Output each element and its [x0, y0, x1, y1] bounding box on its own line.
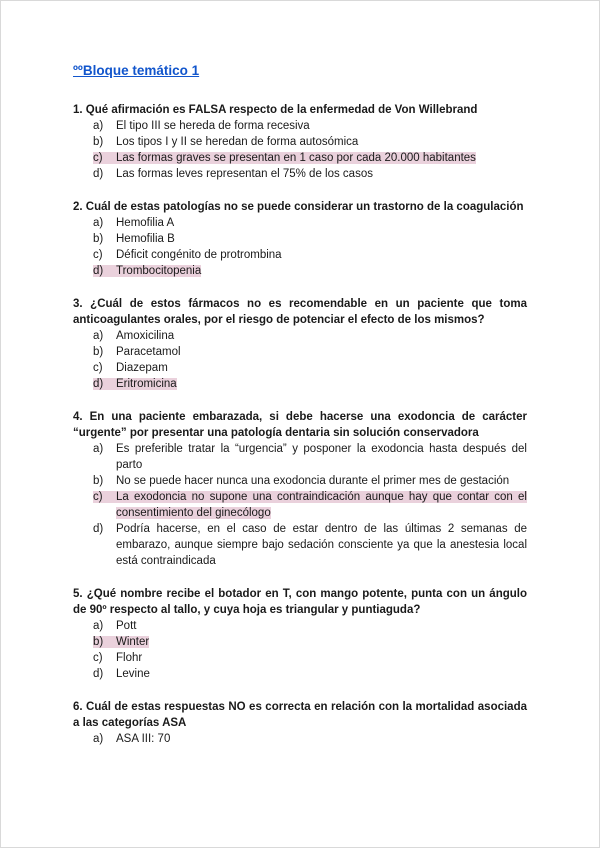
answer-option	[73, 360, 527, 376]
answer-option	[73, 473, 527, 489]
option-label: c)	[93, 152, 103, 164]
answer-option	[73, 618, 527, 634]
question-block	[73, 296, 527, 392]
answer-option-text: b) Los tipos I y II se heredan de forma autosómica	[93, 136, 359, 148]
question-text: 2. Cuál de estas patologías no se puede considerar un trastorno de la coagulación	[73, 201, 524, 213]
answer-option	[73, 650, 527, 666]
option-label: b)	[93, 475, 104, 487]
answer-option	[73, 118, 527, 134]
answer-option-text: c) Diazepam	[93, 362, 168, 374]
option-label: b)	[93, 233, 104, 245]
answer-option-text: a) ASA III: 70	[93, 733, 171, 745]
answer-option-text: c) Déficit congénito de protrombina	[93, 249, 282, 261]
question-block	[73, 199, 527, 279]
answer-option-text: a) Amoxicilina	[93, 330, 175, 342]
answer-option-highlighted-text: d) Eritromicina	[93, 378, 177, 390]
answer-option-text: a) Es preferible tratar la “urgencia” y posponer la exodoncia hasta después del parto	[93, 443, 527, 471]
option-label: b)	[93, 136, 104, 148]
answer-option-text: b) Hemofilia B	[93, 233, 175, 245]
question-block	[73, 102, 527, 182]
question-block	[73, 409, 527, 569]
answer-option	[73, 344, 527, 360]
answer-option-highlighted-text: d) Trombocitopenia	[93, 265, 202, 277]
answer-option	[73, 634, 527, 650]
question-block	[73, 699, 527, 747]
answer-option-text: d) Podría hacerse, en el caso de estar dentro de las últimas 2 semanas de embarazo, aunque siempre bajo sedación consciente ya que la anestesia local está contraindicada	[93, 523, 527, 567]
answer-option	[73, 521, 527, 569]
answer-option-text: a) El tipo III se hereda de forma recesiva	[93, 120, 310, 132]
option-label: a)	[93, 120, 104, 132]
answer-option-text: b) No se puede hacer nunca una exodoncia durante el primer mes de gestación	[93, 475, 510, 487]
question-text: 4. En una paciente embarazada, si debe hacerse una exodoncia de carácter “urgente” por presentar una patología dentaria sin solución conservadora	[73, 411, 527, 439]
answer-option	[73, 731, 527, 747]
answer-option-highlighted-text: c) La exodoncia no supone una contraindicación aunque hay que contar con el consentimiento del ginecólogo	[93, 491, 527, 519]
answer-option	[73, 247, 527, 263]
option-label: d)	[93, 168, 104, 180]
option-label: a)	[93, 217, 104, 229]
option-label: c)	[93, 652, 103, 664]
answer-option-text: a) Pott	[93, 620, 137, 632]
answer-option	[73, 376, 527, 392]
answer-option-text: a) Hemofilia A	[93, 217, 175, 229]
option-label: d)	[93, 523, 104, 535]
option-label: b)	[93, 346, 104, 358]
answer-option-text: d) Las formas leves representan el 75% de los casos	[93, 168, 373, 180]
option-label: b)	[93, 636, 104, 648]
answer-option-text: c) Flohr	[93, 652, 143, 664]
answer-option	[73, 134, 527, 150]
answer-option-highlighted-text: b) Winter	[93, 636, 150, 648]
answer-option	[73, 263, 527, 279]
answer-option	[73, 166, 527, 182]
answer-option	[73, 666, 527, 682]
page-title: ººBloque temático 1	[73, 63, 200, 78]
answer-option	[73, 489, 527, 521]
question-text: 3. ¿Cuál de estos fármacos no es recomendable en un paciente que toma anticoagulantes orales, por el riesgo de potenciar el efecto de los mismos?	[73, 298, 527, 326]
question-text: 5. ¿Qué nombre recibe el botador en T, con mango potente, punta con un ángulo de 90º respecto al tallo, y cuya hoja es triangular y puntiaguda?	[73, 588, 527, 616]
option-label: a)	[93, 330, 104, 342]
option-label: a)	[93, 733, 104, 745]
question-text: 6. Cuál de estas respuestas NO es correcta en relación con la mortalidad asociada a las categorías ASA	[73, 701, 527, 729]
question-block	[73, 586, 527, 682]
answer-option-highlighted-text: c) Las formas graves se presentan en 1 caso por cada 20.000 habitantes	[93, 152, 476, 164]
option-label: d)	[93, 378, 104, 390]
option-label: c)	[93, 362, 103, 374]
question-text: 1. Qué afirmación es FALSA respecto de la enfermedad de Von Willebrand	[73, 104, 478, 116]
answer-option-text: b) Paracetamol	[93, 346, 181, 358]
answer-option	[73, 441, 527, 473]
answer-option	[73, 231, 527, 247]
option-label: a)	[93, 443, 104, 455]
answer-option	[73, 215, 527, 231]
answer-option	[73, 328, 527, 344]
option-label: c)	[93, 249, 103, 261]
answer-option	[73, 150, 527, 166]
option-label: c)	[93, 491, 103, 503]
option-label: a)	[93, 620, 104, 632]
option-label: d)	[93, 265, 104, 277]
option-label: d)	[93, 668, 104, 680]
answer-option-text: d) Levine	[93, 668, 150, 680]
questions-container	[73, 102, 527, 747]
